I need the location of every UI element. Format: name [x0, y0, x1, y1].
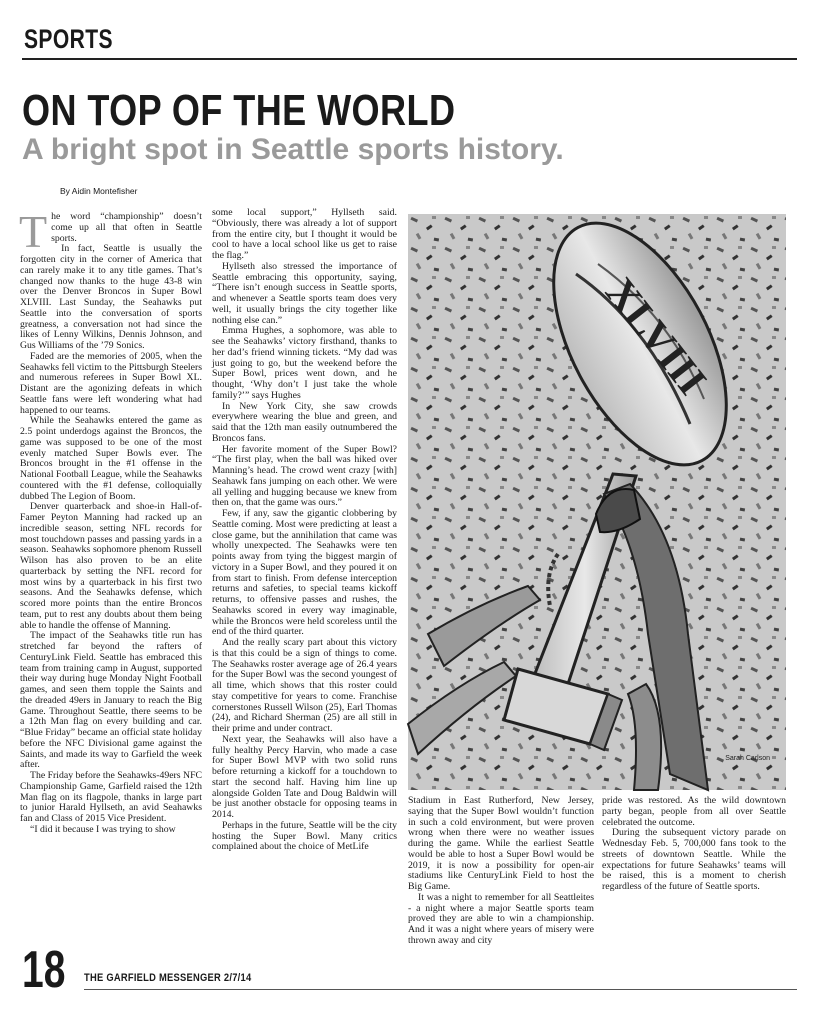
section-label: SPORTS [24, 24, 113, 54]
paragraph: Faded are the memories of 2005, when the Seahawks fell victim to the Pittsburgh Steelers and numerous referees in Super Bowl XL. Distant are the agonizing defeats in which Seattle fans were left wondering what had happened to our teams. [20, 350, 202, 416]
trophy-engraving: XLVIII [596, 269, 715, 404]
article-column-3 [408, 795, 594, 946]
article-column-1 [19, 206, 202, 930]
drop-cap: T [19, 206, 48, 257]
paragraph: It was a night to remember for all Seattleites - a night where a major Seattle sports team proved they are able to win a championship. And it was a night where years of misery were thrown away and city [408, 891, 594, 946]
byline: By Aidin Montefisher [60, 186, 138, 196]
paragraph: The Friday before the Seahawks-49ers NFC Championship Game, Garfield raised the 12th Man flag on its flagpole, thanks in large part to junior Harald Hyllseth, an avid Seahawks fan and Class of 2015 Vice President. [20, 770, 202, 824]
paragraph: And the really scary part about this victory is that this could be a sign of things to come. The Seahawks roster average age of 26.4 years for the Super Bowl was the second youngest of all time, which shows that this roster could stay competitive for years to come. Franchise cornerstones Russell Wilson (25), Earl Thomas (24), and Richard Sherman (25) are all still in their prime and under contract. [212, 637, 397, 734]
paragraph: In New York City, she saw crowds everywhere wearing the blue and green, and said that the 12th man easily outnumbered the Broncos fans. [212, 400, 397, 444]
trophy-illustration [408, 214, 786, 790]
paragraph: he word “championship” doesn’t come up all that often in Seattle sports. [51, 211, 202, 244]
trophy-illustration-icon [408, 214, 786, 790]
paragraph: Perhaps in the future, Seattle will be the city hosting the Super Bowl. Many critics complained about the choice of MetLife [212, 819, 397, 853]
paragraph: pride was restored. As the wild downtown party began, people from all over Seattle celebrated the outcome. [602, 795, 786, 828]
paragraph: some local support,” Hyllseth said. “Obviously, there was already a lot of support from the entire city, but I thought it would be cool to have a local school like us get to raise the flag.” [212, 207, 397, 261]
paragraph: During the subsequent victory parade on Wednesday Feb. 5, 700,000 fans took to the streets of downtown Seattle. While the expectations for future Seahawks’ teams will be raised, this is a moment to cherish regardless of the future of Seattle sports. [602, 827, 786, 892]
top-rule [22, 58, 797, 60]
paragraph: Her favorite moment of the Super Bowl? “The first play, when the ball was hiked over Manning’s head. The crowd went crazy [with] Seahawk fans jumping on each other. We were all yelling and hugging because we knew from then on, that the game was ours.” [212, 443, 397, 509]
bottom-rule [84, 989, 797, 990]
headline: ON TOP OF THE WORLD [22, 86, 456, 135]
paragraph: The impact of the Seahawks title run has stretched far beyond the rafters of CenturyLink Field. Seattle has embraced this team from training camp in August, supported their way during huge Monday Night Football games, and seen them topple the Saints and the dreaded 49ers in January to reach the Big Game. Throughout Seattle, there seems to be a 12th Man flag on every building and car. “Blue Friday” became an official state holiday before the NFC Divisional game against the Saints, and made its way to Garfield the week after. [20, 630, 202, 771]
article-column-2 [212, 208, 397, 930]
paragraph: While the Seahawks entered the game as 2.5 point underdogs against the Broncos, the game was supposed to be one of the most evenly matched Super Bowls ever. The Broncos brought in the #1 offense in the National Football League, while the Seahawks countered with the #1 defense, colloquially dubbed The Legion of Boom. [20, 415, 202, 502]
photo-credit: Sarah Carlson [725, 755, 770, 762]
footer-publication: THE GARFIELD MESSENGER 2/7/14 [84, 972, 252, 984]
subheadline: A bright spot in Seattle sports history. [22, 133, 564, 166]
paragraph: Emma Hughes, a sophomore, was able to see the Seahawks’ victory firsthand, thanks to her dad’s friend winning tickets. “My dad was just going to go, but the weekend before the Super Bowl, prices went down, and he thought, ‘Why don’t I just take the whole family?’” says Hughes [212, 325, 397, 401]
paragraph: Hyllseth also stressed the importance of Seattle embracing this opportunity, saying, “There isn’t enough success in Seattle sports, and whenever a Seattle sports team does very well, it usually brings the city together like nothing else can.” [212, 260, 397, 326]
article-column-4 [602, 796, 786, 930]
page-number: 18 [22, 941, 66, 999]
paragraph: Next year, the Seahawks will also have a fully healthy Percy Harvin, who made a case for Super Bowl MVP with two solid runs before returning a kickoff for a touchdown to start the second half. Having him line up alongside Golden Tate and Doug Baldwin will be just another obstacle for opposing teams in 2014. [212, 733, 397, 820]
paragraph: Stadium in East Rutherford, New Jersey, saying that the Super Bowl wouldn’t function in such a cold environment, but were proven wrong when there were no weather issues during the game. While the earliest Seattle would be able to host a Super Bowl would be 2019, it is now a possibility for open-air stadiums like CenturyLink Field to host the Big Game. [408, 795, 594, 892]
paragraph: Denver quarterback and shoe-in Hall-of-Famer Peyton Manning had racked up an incredible season, setting NFL records for most touchdown passes and passing yards in a season. Seahawks sophomore phenom Russell Wilson has also proven to be an elite quarterback by setting the NFL record for most wins by a quarterback in his first two seasons. And the Seahawks defense, which scored more points than the entire Broncos team, put to rest any doubts about them being able to handle the offense of Manning. [20, 501, 202, 631]
paragraph: “I did it because I was trying to show [30, 823, 176, 835]
paragraph: Few, if any, saw the gigantic clobbering by Seattle coming. Most were predicting at least a close game, but the annihilation that came was wholly unexpected. The Seahawks were ten points away from tying the biggest margin of victory in a Super Bowl, and they poured it on from start to finish. From defense interception returns and safeties, to special teams kickoff returns, to offensive passes and rushes, the Seahawks scored in every way imaginable, while the Broncos were held scoreless until the end of the third quarter. [212, 508, 397, 638]
paragraph: In fact, Seattle is usually the forgotten city in the corner of America that can rarely make it to any title games. That’s changed now thanks to the huge 43-8 win over the Denver Broncos in Super Bowl XLVIII. Last Sunday, the Seahawks put Seattle into the conversation of sports greatness, a conversation not had since the likes of Lenny Wilkins, Dennis Johnson, and Gus Williams of the ’79 Sonics. [20, 243, 202, 351]
